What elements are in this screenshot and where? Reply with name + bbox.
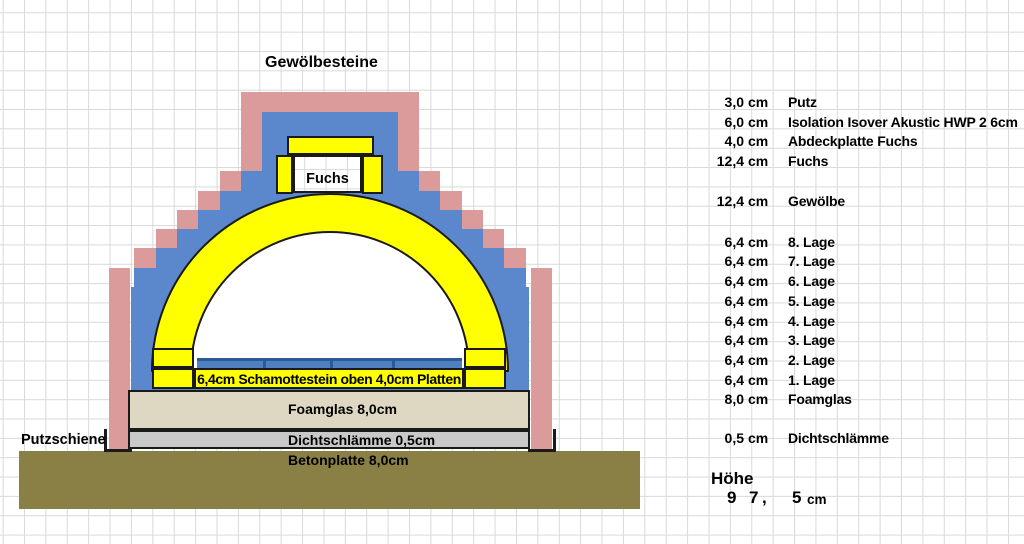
legend-value: 6,4: [724, 313, 744, 329]
pink-block: [241, 112, 262, 171]
pink-column: [109, 268, 130, 449]
arch-base-block: [152, 368, 194, 389]
legend-value: 12,4: [716, 193, 744, 209]
arch-base-block: [152, 348, 194, 368]
legend-unit: cm: [748, 313, 769, 329]
legend-unit: cm: [748, 430, 769, 446]
putzschiene-bracket: [104, 449, 132, 452]
legend-value: 8,0: [724, 391, 744, 407]
legend-value: 6,4: [724, 332, 744, 348]
legend-value: 6,4: [724, 253, 744, 269]
legend-unit: cm: [748, 332, 769, 348]
legend-unit: cm: [748, 114, 769, 130]
legend-label: Foamglas: [788, 391, 852, 407]
legend-unit: cm: [748, 352, 769, 368]
fuchs-side-block: [362, 155, 383, 194]
firebrick-arch: [140, 184, 520, 374]
legend-label: 5. Lage: [788, 293, 835, 309]
hoehe-digit: 5: [792, 488, 802, 507]
legend-row: [690, 272, 1024, 291]
legend-label: Isolation Isover Akustic HWP 2 6cm: [788, 114, 1018, 130]
legend-unit: cm: [748, 253, 769, 269]
legend-label: 8. Lage: [788, 234, 835, 250]
legend-label: Fuchs: [788, 153, 829, 169]
legend-unit: cm: [748, 273, 769, 289]
hoehe-unit: cm: [807, 492, 827, 507]
fuchs-label: Fuchs: [306, 171, 349, 187]
hoehe-digit: 7: [749, 488, 759, 507]
legend-row: [690, 233, 1024, 252]
dichtschlaemme-label: Dichtschlämme 0,5cm: [288, 432, 436, 448]
schamotte-band: [194, 368, 464, 389]
legend-row: [690, 292, 1024, 311]
legend-value: 6,4: [724, 352, 744, 368]
legend-label: 2. Lage: [788, 352, 835, 368]
hoehe-title: Höhe: [711, 469, 754, 488]
legend-label: Abdeckplatte Fuchs: [788, 133, 918, 149]
legend-value: 4,0: [724, 133, 744, 149]
legend-row: [690, 390, 1024, 409]
legend-row: [690, 252, 1024, 271]
legend-unit: cm: [748, 133, 769, 149]
page-title: Gewölbesteine: [265, 54, 378, 71]
legend-row: [690, 93, 1024, 112]
legend-unit: cm: [748, 391, 769, 407]
legend-row: [690, 351, 1024, 370]
legend-value: 6,4: [724, 372, 744, 388]
legend-row: [690, 429, 1024, 448]
arch-base-block: [464, 348, 506, 368]
legend-value: 6,0: [724, 114, 744, 130]
legend-value: 6,4: [724, 273, 744, 289]
legend-row: [690, 132, 1024, 151]
dichtschlaemme-band: [128, 430, 530, 449]
fuchs-box: [293, 155, 362, 193]
legend-row: [690, 312, 1024, 331]
pink-block: [398, 112, 419, 171]
legend-label: Dichtschlämme: [788, 430, 889, 446]
fuchs-side-block: [276, 155, 293, 194]
foamglas-band: [128, 390, 530, 430]
foamglas-label: Foamglas 8,0cm: [288, 401, 397, 417]
legend-value: 3,0: [724, 94, 744, 110]
putzschiene-bracket: [528, 449, 556, 452]
legend-value: 6,4: [724, 293, 744, 309]
schamotte-band-label: 6,4cm Schamottestein oben 4,0cm Platten: [197, 370, 461, 387]
legend-row: [690, 113, 1024, 132]
legend-label: 1. Lage: [788, 372, 835, 388]
legend-value: 0,5: [724, 430, 744, 446]
legend-value: 12,4: [716, 153, 744, 169]
legend-row: [690, 192, 1024, 211]
legend-row: [690, 331, 1024, 350]
legend-unit: cm: [748, 94, 769, 110]
legend-unit: cm: [748, 372, 769, 388]
legend-unit: cm: [748, 234, 769, 250]
hoehe-digit: 9: [727, 488, 737, 507]
legend-row: [690, 371, 1024, 390]
legend-value: 6,4: [724, 234, 744, 250]
arch-base-block: [464, 368, 506, 389]
legend-label: 3. Lage: [788, 332, 835, 348]
legend-unit: cm: [748, 193, 769, 209]
fuchs-cover-plate: [287, 136, 374, 155]
putzschiene-label: Putzschiene: [21, 432, 106, 448]
betonplatte-label: Betonplatte 8,0cm: [288, 452, 409, 468]
legend-label: 7. Lage: [788, 253, 835, 269]
pink-block: [241, 92, 419, 112]
legend-unit: cm: [748, 293, 769, 309]
pink-column: [531, 268, 552, 449]
legend-label: 6. Lage: [788, 273, 835, 289]
legend-label: Putz: [788, 94, 817, 110]
legend-label: 4. Lage: [788, 313, 835, 329]
hoehe-comma: ,: [762, 488, 767, 507]
legend-label: Gewölbe: [788, 193, 845, 209]
legend-unit: cm: [748, 153, 769, 169]
legend-row: [690, 152, 1024, 171]
